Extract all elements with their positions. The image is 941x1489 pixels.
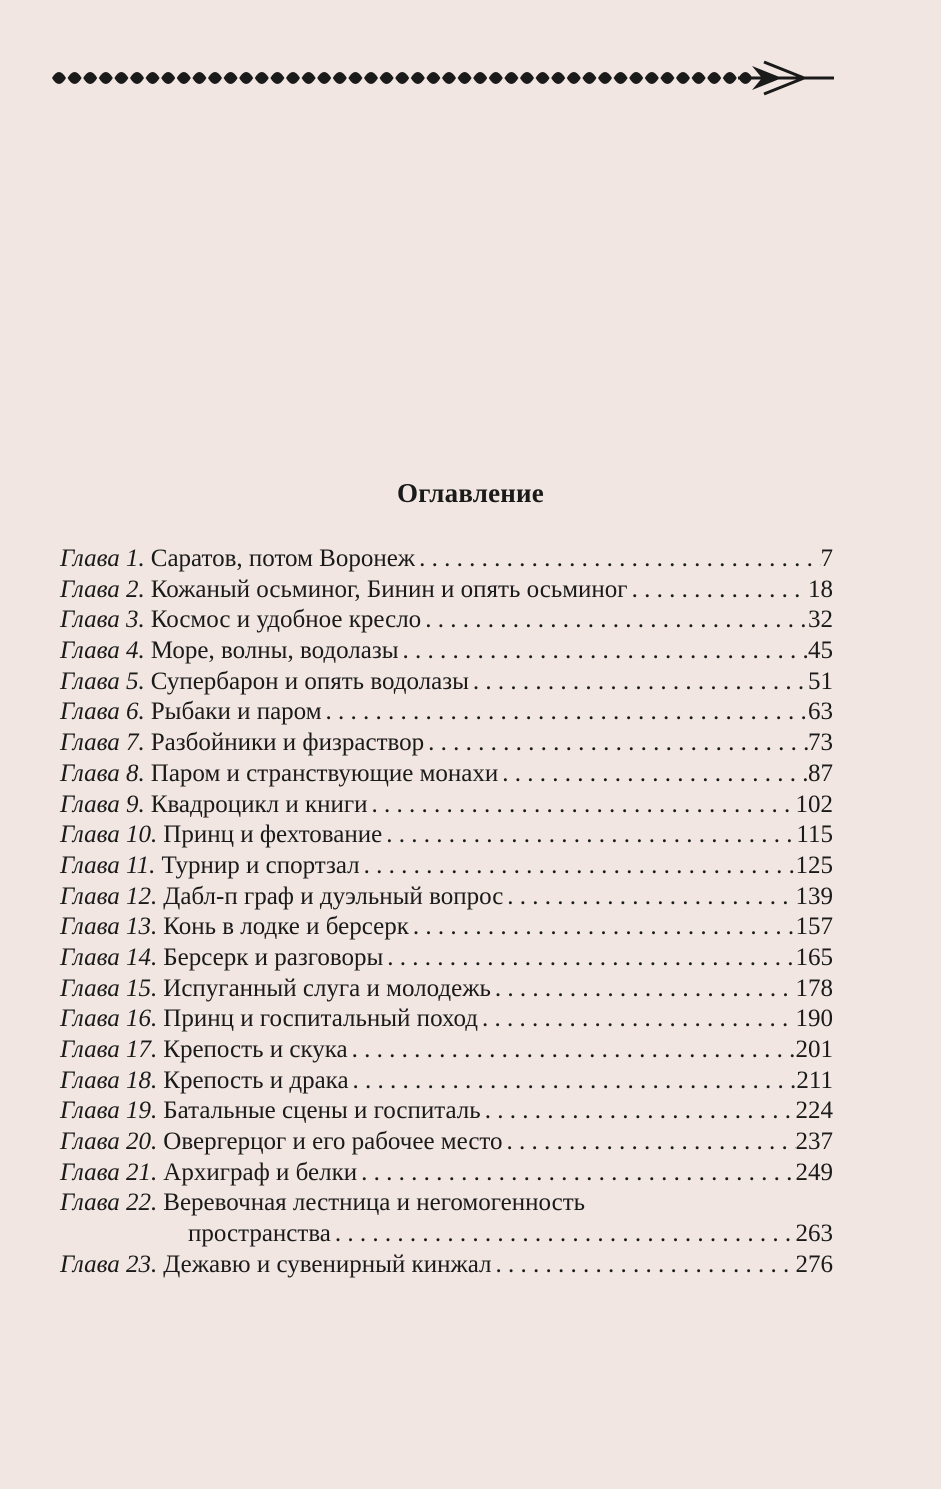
page-number: 32 <box>808 606 833 634</box>
page-number: 18 <box>808 575 833 603</box>
chapter-number: Глава 21. <box>60 1158 158 1186</box>
chapter-number: Глава 2. <box>60 575 145 603</box>
dot-leader <box>348 1035 796 1066</box>
toc-entry <box>60 1250 833 1281</box>
chapter-number: Глава 12. <box>60 882 158 910</box>
dot-leader <box>383 943 795 974</box>
page-number: 276 <box>795 1250 833 1278</box>
chapter-title: Космос и удобное кресло <box>150 606 422 634</box>
dot-leader <box>491 974 796 1005</box>
chapter-number: Глава 14. <box>60 943 158 971</box>
page-number: 73 <box>808 729 833 757</box>
chapter-title: Овергерцог и его рабочее место <box>163 1128 503 1156</box>
dot-leader <box>424 728 808 759</box>
chapter-number: Глава 10. <box>60 821 158 849</box>
dot-leader <box>357 1158 795 1189</box>
chapter-number: Глава 9. <box>60 790 145 818</box>
page-number: 201 <box>795 1036 833 1063</box>
page-number: 263 <box>795 1220 833 1248</box>
chapter-number: Глава 19. <box>60 1097 158 1125</box>
chapter-number: Глава 17. <box>60 1036 158 1063</box>
dot-leader <box>492 1250 796 1281</box>
page-number: 115 <box>796 821 833 849</box>
chapter-title: Архиграф и белки <box>163 1158 358 1186</box>
toc-entry <box>60 882 833 913</box>
dot-leader <box>331 1219 796 1250</box>
chapter-number: Глава 11. <box>60 851 156 879</box>
toc-entry <box>60 575 833 606</box>
chapter-number: Глава 3. <box>60 606 145 634</box>
toc-entry <box>60 912 833 943</box>
toc-entry <box>60 1158 833 1189</box>
dot-leader <box>503 1127 796 1158</box>
chapter-title: Принц и фехтование <box>163 821 383 849</box>
chapter-title: Веревочная лестница и негомогенность <box>163 1189 586 1217</box>
chapter-number: Глава 5. <box>60 667 145 695</box>
chapter-title: пространства <box>188 1220 331 1248</box>
dot-leader <box>360 851 796 882</box>
chapter-title: Дежавю и сувенирный кинжал <box>163 1250 492 1278</box>
page-number: 87 <box>808 759 833 787</box>
dot-leader <box>415 544 820 575</box>
chapter-title: Квадроцикл и книги <box>150 790 368 818</box>
chapter-number: Глава 16. <box>60 1005 158 1033</box>
page-number: 249 <box>795 1158 833 1186</box>
page-number: 178 <box>795 974 833 1002</box>
toc-entry <box>60 544 833 575</box>
dot-leader <box>478 1004 796 1035</box>
page-number: 63 <box>808 698 833 726</box>
page-number: 45 <box>808 637 833 665</box>
toc-entry <box>60 1219 833 1250</box>
dot-leader <box>399 636 809 667</box>
toc-entry <box>60 974 833 1005</box>
dot-leader <box>503 882 795 913</box>
chapter-title: Море, волны, водолазы <box>150 637 399 665</box>
page-number: 102 <box>795 790 833 818</box>
toc-entry <box>60 636 833 667</box>
page-number: 7 <box>820 545 833 572</box>
toc-entry <box>60 943 833 974</box>
toc-entry <box>60 605 833 636</box>
chapter-title: Берсерк и разговоры <box>163 943 384 971</box>
chapter-title: Батальные сцены и госпиталь <box>163 1097 481 1125</box>
toc-entry <box>60 1127 833 1158</box>
page-number: 51 <box>808 667 833 695</box>
toc-heading: Оглавление <box>397 478 544 508</box>
chapter-title: Конь в лодке и берсерк <box>163 913 409 941</box>
dot-leader <box>322 697 808 728</box>
toc-entry <box>60 790 833 821</box>
page-number: 125 <box>795 851 833 879</box>
table-of-contents <box>60 544 833 1281</box>
decorative-arrow-ornament <box>52 60 834 96</box>
page-number: 237 <box>795 1128 833 1156</box>
chapter-number: Глава 8. <box>60 759 145 787</box>
chapter-number: Глава 7. <box>60 729 145 757</box>
chapter-number: Глава 23. <box>60 1250 158 1278</box>
chapter-title: Турнир и спортзал <box>161 851 360 879</box>
toc-entry <box>60 1096 833 1127</box>
chapter-number: Глава 22. <box>60 1189 158 1217</box>
chapter-title: Кожаный осьминог, Бинин и опять осьминог <box>150 575 628 603</box>
chapter-title: Саратов, потом Воронеж <box>150 545 416 572</box>
toc-entry <box>60 759 833 790</box>
chapter-title: Паром и странствующие монахи <box>150 759 499 787</box>
chapter-title: Крепость и драка <box>163 1066 349 1094</box>
chapter-number: Глава 15. <box>60 974 158 1002</box>
toc-entry <box>60 1004 833 1035</box>
chapter-title: Крепость и скука <box>163 1036 348 1063</box>
chapter-number: Глава 20. <box>60 1128 158 1156</box>
toc-entry <box>60 728 833 759</box>
dot-leader <box>368 790 796 821</box>
chapter-title: Рыбаки и паром <box>150 698 322 726</box>
chapter-title: Дабл-п граф и дуэльный вопрос <box>163 882 504 910</box>
toc-entry <box>60 1188 833 1219</box>
dot-leader <box>481 1096 796 1127</box>
chapter-number: Глава 1. <box>60 545 145 572</box>
page-number: 157 <box>795 913 833 941</box>
dot-leader <box>628 575 808 606</box>
page-number: 139 <box>795 882 833 910</box>
toc-entry <box>60 820 833 851</box>
page-number: 165 <box>795 943 833 971</box>
toc-entry <box>60 1066 833 1097</box>
dot-leader <box>409 912 796 943</box>
chapter-title: Испуганный слуга и молодежь <box>163 974 491 1002</box>
dot-leader <box>469 667 808 698</box>
chapter-title: Разбойники и физраствор <box>150 729 425 757</box>
dot-leader <box>382 820 796 851</box>
page-number: 190 <box>795 1005 833 1033</box>
toc-entry <box>60 667 833 698</box>
toc-entry <box>60 697 833 728</box>
page-number: 211 <box>796 1066 833 1094</box>
chapter-number: Глава 4. <box>60 637 145 665</box>
toc-entry <box>60 1035 833 1066</box>
chapter-title: Супербарон и опять водолазы <box>150 667 469 695</box>
chapter-number: Глава 13. <box>60 913 158 941</box>
toc-entry <box>60 851 833 882</box>
chapter-number: Глава 6. <box>60 698 145 726</box>
dot-leader <box>421 605 808 636</box>
chapter-title: Принц и госпитальный поход <box>163 1005 478 1033</box>
page-number: 224 <box>795 1097 833 1125</box>
dot-leader <box>498 759 808 790</box>
dot-leader <box>349 1066 797 1097</box>
chapter-number: Глава 18. <box>60 1066 158 1094</box>
